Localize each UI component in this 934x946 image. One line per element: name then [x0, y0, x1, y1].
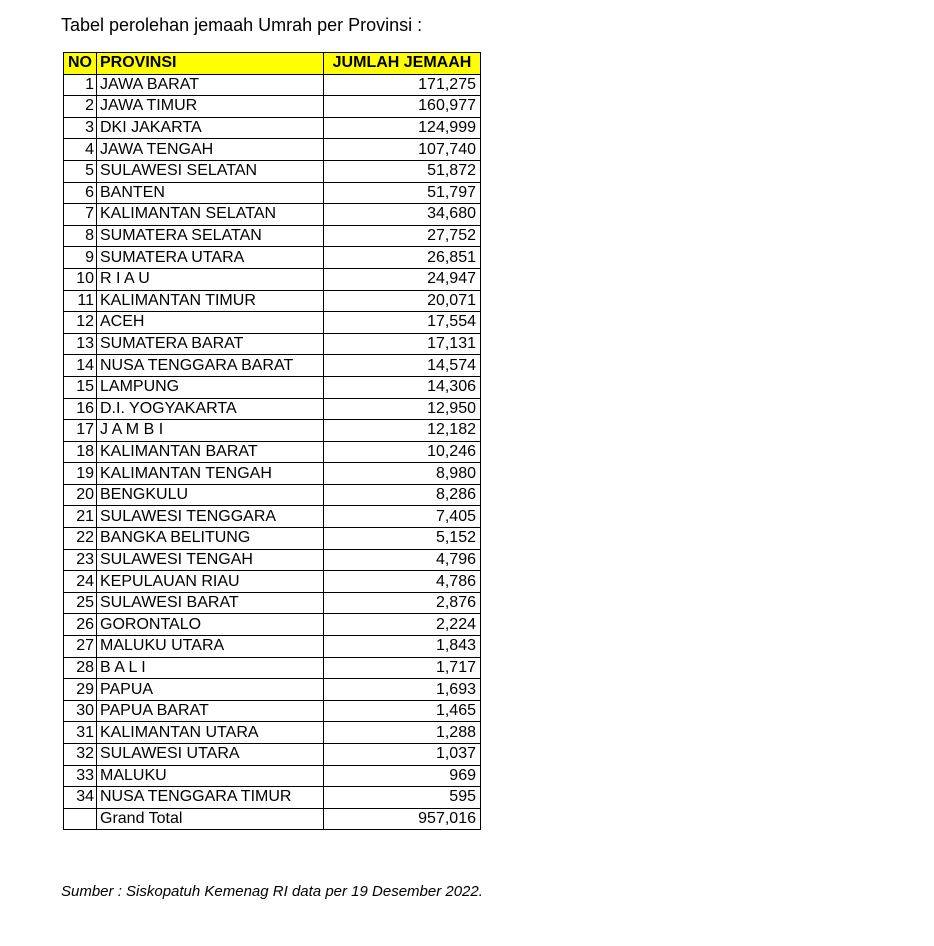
row-no-cell: 19	[64, 463, 97, 485]
row-count-cell: 1,717	[324, 657, 481, 679]
table-row	[64, 614, 481, 636]
table-row	[64, 268, 481, 290]
row-count-cell: 51,872	[324, 160, 481, 182]
table-row	[64, 376, 481, 398]
table-row	[64, 355, 481, 377]
row-no-cell: 10	[64, 268, 97, 290]
row-province-cell: LAMPUNG	[97, 376, 324, 398]
row-count-cell: 14,306	[324, 376, 481, 398]
row-no-cell: 23	[64, 549, 97, 571]
row-no-cell: 24	[64, 571, 97, 593]
row-province-cell: SULAWESI SELATAN	[97, 160, 324, 182]
row-no-cell: 16	[64, 398, 97, 420]
row-province-cell: MALUKU UTARA	[97, 636, 324, 658]
row-no-cell: 22	[64, 528, 97, 550]
row-count-cell: 1,693	[324, 679, 481, 701]
row-count-cell: 595	[324, 787, 481, 809]
row-province-cell: B A L I	[97, 657, 324, 679]
row-no-cell: 6	[64, 182, 97, 204]
grand-total-label: Grand Total	[97, 808, 324, 830]
table-row	[64, 312, 481, 334]
table-row	[64, 722, 481, 744]
table-row	[64, 247, 481, 269]
row-count-cell: 1,288	[324, 722, 481, 744]
row-count-cell: 2,224	[324, 614, 481, 636]
row-count-cell: 34,680	[324, 204, 481, 226]
table-row	[64, 700, 481, 722]
row-no-cell: 32	[64, 744, 97, 766]
grand-total-no-cell	[64, 808, 97, 830]
row-count-cell: 5,152	[324, 528, 481, 550]
row-count-cell: 20,071	[324, 290, 481, 312]
table-row	[64, 571, 481, 593]
row-count-cell: 107,740	[324, 139, 481, 161]
row-no-cell: 3	[64, 117, 97, 139]
row-no-cell: 11	[64, 290, 97, 312]
table-row	[64, 74, 481, 96]
row-no-cell: 25	[64, 592, 97, 614]
row-count-cell: 27,752	[324, 225, 481, 247]
row-province-cell: KALIMANTAN UTARA	[97, 722, 324, 744]
table-row	[64, 744, 481, 766]
table-row	[64, 787, 481, 809]
table-row	[64, 225, 481, 247]
table-row	[64, 484, 481, 506]
row-count-cell: 4,796	[324, 549, 481, 571]
table-row	[64, 463, 481, 485]
row-no-cell: 27	[64, 636, 97, 658]
row-province-cell: KALIMANTAN TENGAH	[97, 463, 324, 485]
row-province-cell: JAWA BARAT	[97, 74, 324, 96]
row-province-cell: J A M B I	[97, 420, 324, 442]
table-row	[64, 117, 481, 139]
row-count-cell: 24,947	[324, 268, 481, 290]
row-no-cell: 34	[64, 787, 97, 809]
table-row	[64, 204, 481, 226]
row-no-cell: 31	[64, 722, 97, 744]
table-row	[64, 139, 481, 161]
row-province-cell: JAWA TENGAH	[97, 139, 324, 161]
row-province-cell: SUMATERA BARAT	[97, 333, 324, 355]
row-province-cell: ACEH	[97, 312, 324, 334]
row-no-cell: 12	[64, 312, 97, 334]
row-province-cell: KEPULAUAN RIAU	[97, 571, 324, 593]
row-province-cell: PAPUA BARAT	[97, 700, 324, 722]
table-row	[64, 636, 481, 658]
table-header-row	[64, 53, 481, 75]
row-count-cell: 8,980	[324, 463, 481, 485]
row-count-cell: 7,405	[324, 506, 481, 528]
row-no-cell: 9	[64, 247, 97, 269]
row-province-cell: JAWA TIMUR	[97, 96, 324, 118]
table-row	[64, 290, 481, 312]
row-count-cell: 1,843	[324, 636, 481, 658]
table-row	[64, 420, 481, 442]
row-no-cell: 2	[64, 96, 97, 118]
header-no: NO	[64, 53, 97, 75]
table-row	[64, 398, 481, 420]
row-count-cell: 51,797	[324, 182, 481, 204]
table-row	[64, 657, 481, 679]
row-no-cell: 21	[64, 506, 97, 528]
row-count-cell: 124,999	[324, 117, 481, 139]
row-count-cell: 12,950	[324, 398, 481, 420]
row-count-cell: 969	[324, 765, 481, 787]
row-count-cell: 12,182	[324, 420, 481, 442]
row-no-cell: 20	[64, 484, 97, 506]
table-row	[64, 441, 481, 463]
row-province-cell: SULAWESI BARAT	[97, 592, 324, 614]
row-province-cell: D.I. YOGYAKARTA	[97, 398, 324, 420]
row-no-cell: 14	[64, 355, 97, 377]
table-row	[64, 549, 481, 571]
row-no-cell: 8	[64, 225, 97, 247]
table-row	[64, 765, 481, 787]
table-row	[64, 506, 481, 528]
table-row	[64, 160, 481, 182]
table-row	[64, 679, 481, 701]
row-province-cell: KALIMANTAN TIMUR	[97, 290, 324, 312]
row-province-cell: KALIMANTAN BARAT	[97, 441, 324, 463]
row-count-cell: 1,465	[324, 700, 481, 722]
grand-total-row	[64, 808, 481, 830]
row-no-cell: 13	[64, 333, 97, 355]
row-no-cell: 18	[64, 441, 97, 463]
table-row	[64, 96, 481, 118]
row-no-cell: 33	[64, 765, 97, 787]
row-province-cell: SULAWESI TENGGARA	[97, 506, 324, 528]
row-province-cell: GORONTALO	[97, 614, 324, 636]
row-count-cell: 171,275	[324, 74, 481, 96]
row-no-cell: 30	[64, 700, 97, 722]
row-no-cell: 29	[64, 679, 97, 701]
row-count-cell: 26,851	[324, 247, 481, 269]
umrah-pilgrims-table	[63, 52, 481, 830]
umrah-table-container	[63, 52, 481, 830]
row-no-cell: 15	[64, 376, 97, 398]
row-no-cell: 28	[64, 657, 97, 679]
table-body	[64, 74, 481, 808]
row-province-cell: KALIMANTAN SELATAN	[97, 204, 324, 226]
row-province-cell: MALUKU	[97, 765, 324, 787]
header-province: PROVINSI	[97, 53, 324, 75]
row-province-cell: BENGKULU	[97, 484, 324, 506]
page-title: Tabel perolehan jemaah Umrah per Provinsi :	[61, 15, 423, 35]
row-province-cell: DKI JAKARTA	[97, 117, 324, 139]
table-row	[64, 333, 481, 355]
row-no-cell: 5	[64, 160, 97, 182]
row-count-cell: 4,786	[324, 571, 481, 593]
row-count-cell: 160,977	[324, 96, 481, 118]
row-province-cell: SUMATERA SELATAN	[97, 225, 324, 247]
row-province-cell: BANTEN	[97, 182, 324, 204]
row-province-cell: R I A U	[97, 268, 324, 290]
row-count-cell: 17,554	[324, 312, 481, 334]
row-count-cell: 2,876	[324, 592, 481, 614]
row-province-cell: SULAWESI TENGAH	[97, 549, 324, 571]
table-row	[64, 592, 481, 614]
row-province-cell: BANGKA BELITUNG	[97, 528, 324, 550]
row-no-cell: 7	[64, 204, 97, 226]
row-no-cell: 4	[64, 139, 97, 161]
row-province-cell: NUSA TENGGARA TIMUR	[97, 787, 324, 809]
row-province-cell: NUSA TENGGARA BARAT	[97, 355, 324, 377]
row-province-cell: SUMATERA UTARA	[97, 247, 324, 269]
row-count-cell: 17,131	[324, 333, 481, 355]
row-count-cell: 1,037	[324, 744, 481, 766]
row-count-cell: 14,574	[324, 355, 481, 377]
row-no-cell: 17	[64, 420, 97, 442]
row-province-cell: SULAWESI UTARA	[97, 744, 324, 766]
row-no-cell: 1	[64, 74, 97, 96]
grand-total-count: 957,016	[324, 808, 481, 830]
table-row	[64, 528, 481, 550]
row-count-cell: 8,286	[324, 484, 481, 506]
row-province-cell: PAPUA	[97, 679, 324, 701]
row-count-cell: 10,246	[324, 441, 481, 463]
table-row	[64, 182, 481, 204]
source-note: Sumber : Siskopatuh Kemenag RI data per 19 Desember 2022.	[61, 883, 483, 900]
header-count: JUMLAH JEMAAH	[324, 53, 481, 75]
row-no-cell: 26	[64, 614, 97, 636]
